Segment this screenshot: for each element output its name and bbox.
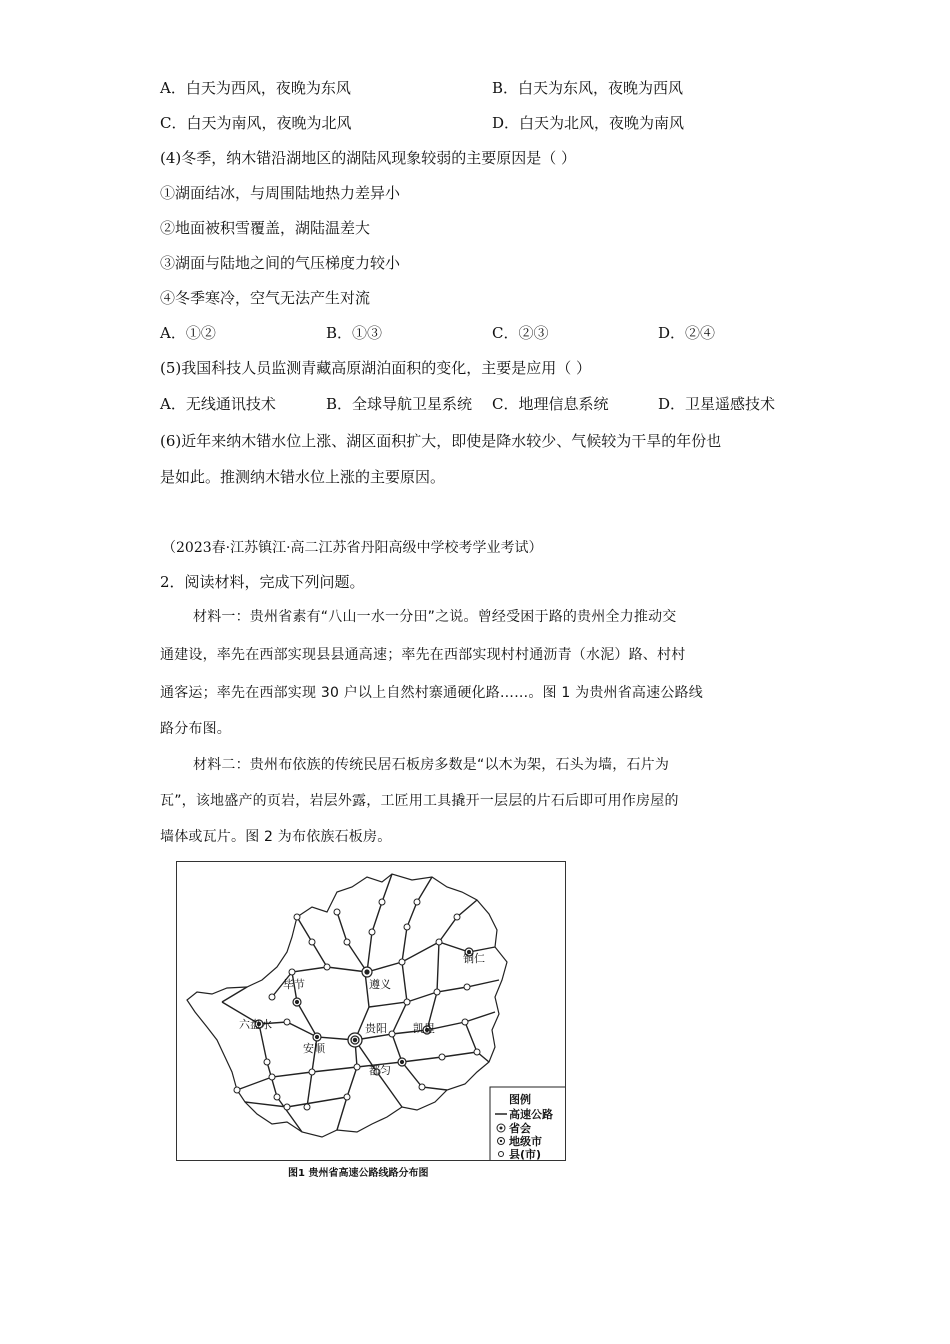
q4-item-2: ②地面被积雪覆盖，湖陆温差大 <box>160 219 371 237</box>
map-svg <box>177 862 566 1161</box>
label-bijie: 毕节 <box>283 978 305 991</box>
legend-prefecture: 地级市 <box>509 1135 542 1148</box>
q4-stem: (4)冬季，纳木错沿湖地区的湖陆风现象较弱的主要原因是（ ） <box>160 149 577 167</box>
legend-highway: 高速公路 <box>509 1108 553 1121</box>
q3-option-a: A．白天为西风，夜晚为东风 <box>160 79 351 97</box>
label-guiyang: 贵阳 <box>365 1022 387 1035</box>
q4-option-c: C．②③ <box>492 324 549 342</box>
q4-item-4: ④冬季寒冷，空气无法产生对流 <box>160 289 371 307</box>
material-1-line-4: 路分布图。 <box>160 721 231 737</box>
q2-source: （2023春·江苏镇江·高二江苏省丹阳高级中学校考学业考试） <box>162 540 543 556</box>
highway-network <box>222 874 499 1132</box>
capital-marker <box>348 1033 362 1047</box>
q3-option-b: B．白天为东风，夜晚为西风 <box>492 79 684 97</box>
q5-option-a: A．无线通讯技术 <box>160 395 276 413</box>
q4-option-b: B．①③ <box>326 324 383 342</box>
label-anshun: 安顺 <box>303 1042 325 1055</box>
material-2-line-1: 材料二：贵州布依族的传统民居石板房多数是“以木为架，石头为墙，石片为 <box>193 757 670 773</box>
q3-option-d: D．白天为北风，夜晚为南风 <box>492 114 685 132</box>
q4-item-3: ③湖面与陆地之间的气压梯度力较小 <box>160 254 401 272</box>
legend-title: 图例 <box>509 1093 531 1106</box>
guizhou-highway-map <box>176 861 566 1161</box>
q4-item-1: ①湖面结冰，与周围陆地热力差异小 <box>160 184 401 202</box>
q5-option-b: B．全球导航卫星系统 <box>326 395 473 413</box>
material-2-line-2: 瓦”，该地盛产的页岩，岩层外露，工匠用工具撬开一层层的片石后即可用作房屋的 <box>160 793 679 809</box>
map-legend <box>490 1087 566 1161</box>
label-zunyi: 遵义 <box>369 978 391 991</box>
q4-option-d: D．②④ <box>658 324 716 342</box>
label-kaili: 凯里 <box>413 1022 435 1035</box>
material-1-line-2: 通建设，率先在西部实现县县通高速；率先在西部实现村村通沥青（水泥）路、村村 <box>160 647 686 663</box>
q5-option-c: C．地理信息系统 <box>492 395 609 413</box>
material-1-line-1: 材料一：贵州省素有“八山一水一分田”之说。曾经受困于路的贵州全力推动交 <box>193 609 677 625</box>
legend-capital: 省会 <box>509 1122 531 1135</box>
q6-line-2: 是如此。推测纳木错水位上涨的主要原因。 <box>160 468 446 486</box>
label-liupanshui: 六盘水 <box>239 1018 272 1031</box>
q2-stem: 2．阅读材料，完成下列问题。 <box>160 573 365 591</box>
q3-option-c: C．白天为南风，夜晚为北风 <box>160 114 352 132</box>
material-1-line-3: 通客运；率先在西部实现 30 户以上自然村寨通硬化路……。图 1 为贵州省高速公路线 <box>160 685 703 701</box>
q4-option-a: A．①② <box>160 324 216 342</box>
prefecture-markers <box>255 948 473 1066</box>
q5-stem: (5)我国科技人员监测青藏高原湖泊面积的变化，主要是应用（ ） <box>160 359 592 377</box>
q6-line-1: (6)近年来纳木错水位上涨、湖区面积扩大，即使是降水较少、气候较为干旱的年份也 <box>160 432 722 450</box>
county-markers <box>234 899 480 1110</box>
label-tongren: 铜仁 <box>463 952 485 965</box>
q5-option-d: D．卫星遥感技术 <box>658 395 776 413</box>
material-2-line-3: 墙体或瓦片。图 2 为布依族石板房。 <box>160 829 392 845</box>
legend-county: 县(市) <box>509 1148 542 1161</box>
map-caption: 图1 贵州省高速公路线路分布图 <box>288 1168 429 1179</box>
label-duyun: 都匀 <box>369 1064 391 1077</box>
